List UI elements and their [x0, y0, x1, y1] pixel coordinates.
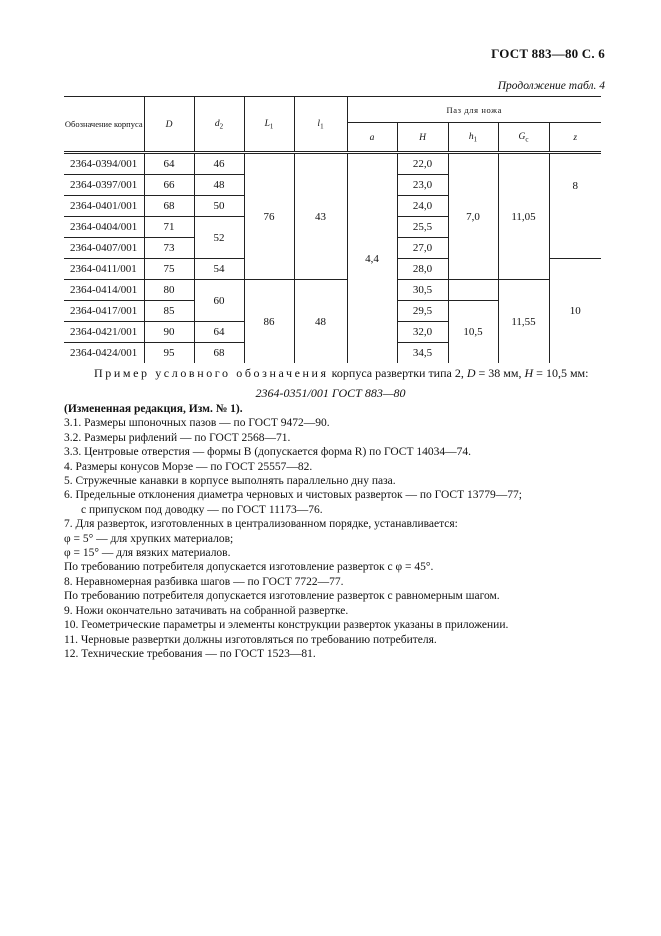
table-caption: Продолжение табл. 4	[497, 80, 605, 92]
cell-H: 24,0	[397, 196, 448, 217]
note-item: φ = 15° — для вязких материалов.	[64, 547, 231, 560]
cell-code: 2364-0424/001	[64, 343, 144, 364]
cell-code: 2364-0404/001	[64, 217, 144, 238]
example-lead: Пример условного обозначения	[94, 366, 329, 380]
cell-Gc-group-a: 11,05	[498, 153, 549, 280]
cell-H: 29,5	[397, 301, 448, 322]
note-item: 3.3. Центровые отверстия — формы В (допускается форма R) по ГОСТ 14034—74.	[64, 446, 471, 459]
cell-h1-blank	[448, 280, 498, 301]
header-d2: $d_2$	[194, 97, 244, 153]
revision-note: (Измененная редакция, Изм. № 1).	[64, 403, 243, 415]
example-text-c: = 10,5 мм:	[533, 366, 589, 380]
cell-D: 66	[144, 175, 194, 196]
cell-H: 25,5	[397, 217, 448, 238]
designation-example	[94, 366, 588, 381]
note-item: 9. Ножи окончательно затачивать на собранной развертке.	[64, 604, 349, 617]
header-z: z	[549, 123, 601, 153]
example-D: D	[466, 366, 476, 380]
cell-d2: 48	[194, 175, 244, 196]
note-item: 6. Предельные отклонения диаметра черновых и чистовых разверток — по ГОСТ 13779—77;	[64, 489, 522, 502]
header-groove: Паз для ножа	[347, 97, 601, 123]
cell-H: 28,0	[397, 259, 448, 280]
cell-d2: 46	[194, 153, 244, 175]
note-item: 3.2. Размеры рифлений — по ГОСТ 2568—71.	[64, 431, 291, 444]
cell-L1-group-a: 76	[244, 153, 294, 280]
cell-D: 75	[144, 259, 194, 280]
cell-D: 68	[144, 196, 194, 217]
cell-code: 2364-0394/001	[64, 153, 144, 175]
header-Gc: $G_c$	[498, 123, 549, 153]
example-H: H	[524, 366, 534, 380]
cell-d2: 54	[194, 259, 244, 280]
header-h1: $h_1$	[448, 123, 498, 153]
note-item: 4. Размеры конусов Морзе — по ГОСТ 25557—82.	[64, 460, 313, 473]
note-item: с припуском под доводку — по ГОСТ 11173—76.	[81, 503, 323, 516]
cell-H: 27,0	[397, 238, 448, 259]
cell-a: 4,4	[347, 153, 397, 364]
cell-D: 71	[144, 217, 194, 238]
cell-D: 90	[144, 322, 194, 343]
header-H: H	[397, 123, 448, 153]
cell-l1-group-a: 43	[294, 153, 347, 280]
cell-code: 2364-0407/001	[64, 238, 144, 259]
cell-d2-merged-52: 52	[194, 217, 244, 259]
cell-Gc-group-b: 11,55	[498, 280, 549, 364]
note-item: 5. Стружечные канавки в корпусе выполнять параллельно дну паза.	[64, 475, 396, 488]
note-item: По требованию потребителя допускается изготовление разверток с φ = 45°.	[64, 561, 434, 574]
note-item: 12. Технические требования — по ГОСТ 1523—81.	[64, 647, 316, 660]
cell-h1-group-a: 7,0	[448, 153, 498, 280]
cell-l1-group-b: 48	[294, 280, 347, 364]
cell-d2: 50	[194, 196, 244, 217]
note-item: 10. Геометрические параметры и элементы конструкции разверток указаны в приложении.	[64, 619, 509, 632]
note-item: φ = 5° — для хрупких материалов;	[64, 532, 234, 545]
cell-D: 64	[144, 153, 194, 175]
cell-H: 23,0	[397, 175, 448, 196]
example-text-b: = 38 мм,	[475, 366, 525, 380]
cell-code: 2364-0414/001	[64, 280, 144, 301]
cell-code: 2364-0417/001	[64, 301, 144, 322]
cell-code: 2364-0397/001	[64, 175, 144, 196]
cell-H: 30,5	[397, 280, 448, 301]
cell-z-group-a: 8	[549, 153, 601, 259]
note-item: 8. Неравномерная разбивка шагов — по ГОСТ 7722—77.	[64, 575, 344, 588]
cell-h1-group-b: 10,5	[448, 301, 498, 364]
cell-d2: 68	[194, 343, 244, 364]
header-designation: Обозначение корпуса	[64, 97, 144, 153]
cell-code: 2364-0401/001	[64, 196, 144, 217]
cell-z-group-b: 10	[549, 259, 601, 364]
cell-D: 95	[144, 343, 194, 364]
page-header: ГОСТ 883—80 С. 6	[491, 46, 605, 61]
notes	[64, 402, 624, 661]
header-L1: $L_1$	[244, 97, 294, 153]
header-D: D	[144, 97, 194, 153]
header-l1: $l_1$	[294, 97, 347, 153]
note-item: 3.1. Размеры шпоночных пазов — по ГОСТ 9472—90.	[64, 417, 330, 430]
cell-D: 73	[144, 238, 194, 259]
note-item: 7. Для разверток, изготовленных в централизованном порядке, устанавливается:	[64, 518, 458, 531]
cell-code: 2364-0421/001	[64, 322, 144, 343]
note-item: По требованию потребителя допускается изготовление разверток с равномерным шагом.	[64, 590, 500, 603]
cell-d2-merged-60: 60	[194, 280, 244, 322]
note-item: 11. Черновые развертки должны изготовляться по требованию потребителя.	[64, 633, 437, 646]
example-designation: 2364-0351/001 ГОСТ 883—80	[255, 386, 406, 400]
cell-L1-group-b: 86	[244, 280, 294, 364]
example-text-a: корпуса развертки типа 2,	[328, 366, 467, 380]
cell-code: 2364-0411/001	[64, 259, 144, 280]
header-a: a	[347, 123, 397, 153]
cell-D: 85	[144, 301, 194, 322]
cell-D: 80	[144, 280, 194, 301]
cell-H: 22,0	[397, 153, 448, 175]
dimensions-table	[64, 96, 601, 363]
cell-H: 34,5	[397, 343, 448, 364]
cell-d2: 64	[194, 322, 244, 343]
cell-H: 32,0	[397, 322, 448, 343]
